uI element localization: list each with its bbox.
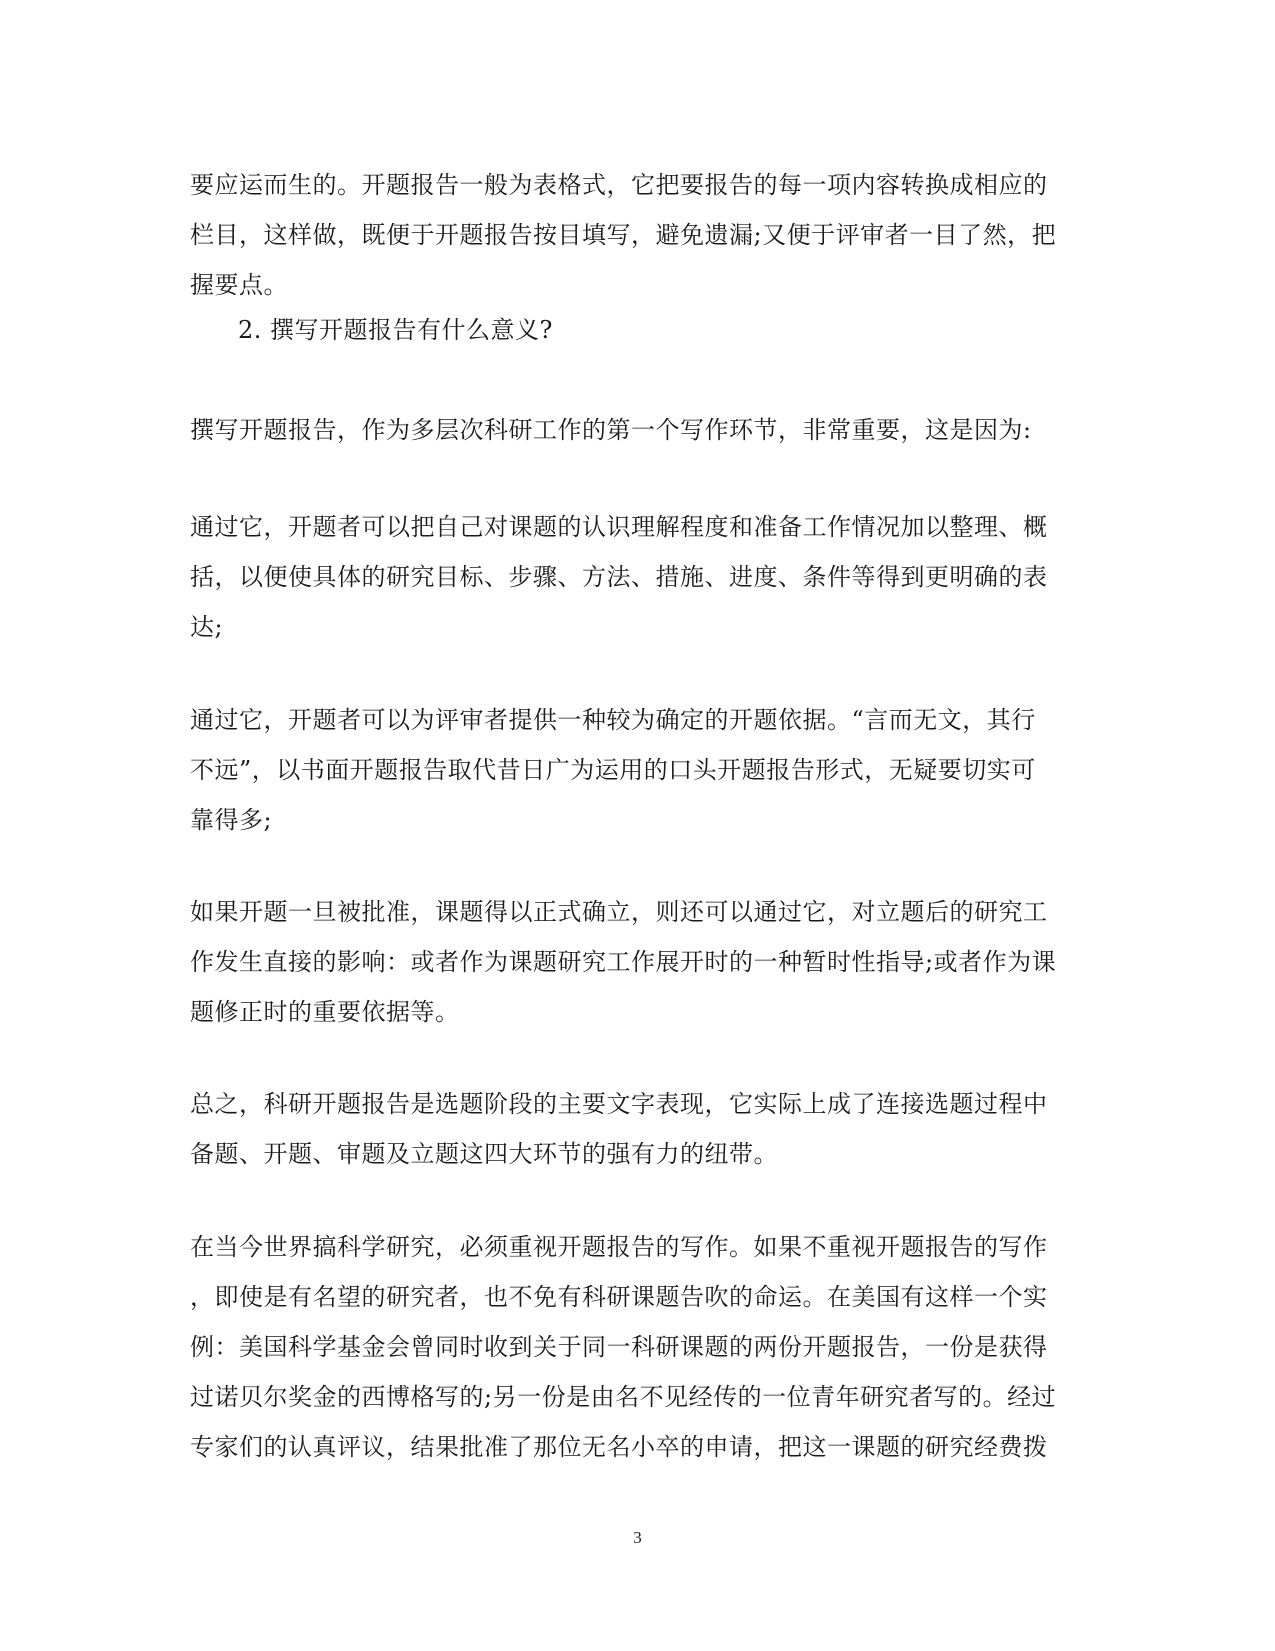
page-number: 3 (633, 1528, 642, 1547)
text-line: 要应运而生的。开题报告一般为表格式，它把要报告的每一项内容转换成相应的 (190, 171, 1048, 199)
paragraph (190, 887, 1080, 1037)
text-line: 靠得多; (190, 806, 273, 834)
paragraph (190, 1079, 1080, 1179)
heading-line: 2. 撰写开题报告有什么意义? (238, 316, 553, 344)
text-line: 握要点。 (190, 271, 288, 299)
text-line: 栏目，这样做，既便于开题报告按目填写，避免遗漏;又便于评审者一目了然，把 (190, 221, 1057, 249)
section-heading (190, 305, 1080, 355)
paragraph (190, 695, 1080, 845)
text-line: 总之，科研开题报告是选题阶段的主要文字表现，它实际上成了连接选题过程中 (190, 1090, 1048, 1118)
text-line: 通过它，开题者可以为评审者提供一种较为确定的开题依据。“言而无文，其行 (190, 706, 1036, 734)
text-line: 不远”，以书面开题报告取代昔日广为运用的口头开题报告形式，无疑要切实可 (190, 756, 1036, 784)
text-line: 备题、开题、审题及立题这四大环节的强有力的纽带。 (190, 1140, 778, 1168)
text-line: 如果开题一旦被批准，课题得以正式确立，则还可以通过它，对立题后的研究工 (190, 898, 1048, 926)
text-line: 专家们的认真评议，结果批准了那位无名小卒的申请，把这一课题的研究经费拨 (190, 1433, 1048, 1461)
text-line: 达; (190, 613, 224, 641)
text-line: 作发生直接的影响：或者作为课题研究工作展开时的一种暂时性指导;或者作为课 (190, 948, 1057, 976)
paragraph (190, 1222, 1080, 1472)
text-line: 撰写开题报告，作为多层次科研工作的第一个写作环节，非常重要，这是因为: (190, 416, 1032, 444)
text-line: 例：美国科学基金会曾同时收到关于同一科研课题的两份开题报告，一份是获得 (190, 1333, 1048, 1361)
text-line: 题修正时的重要依据等。 (190, 998, 460, 1026)
paragraph (190, 160, 1080, 310)
text-line: 在当今世界搞科学研究，必须重视开题报告的写作。如果不重视开题报告的写作 (190, 1233, 1048, 1261)
text-line: ，即使是有名望的研究者，也不免有科研课题告吹的命运。在美国有这样一个实 (190, 1283, 1048, 1311)
paragraph (190, 502, 1080, 652)
text-line: 通过它，开题者可以把自己对课题的认识理解程度和准备工作情况加以整理、概 (190, 513, 1048, 541)
text-line: 括，以便使具体的研究目标、步骤、方法、措施、进度、条件等得到更明确的表 (190, 563, 1048, 591)
text-line: 过诺贝尔奖金的西博格写的;另一份是由名不见经传的一位青年研究者写的。经过 (190, 1383, 1057, 1411)
paragraph (190, 405, 1080, 455)
